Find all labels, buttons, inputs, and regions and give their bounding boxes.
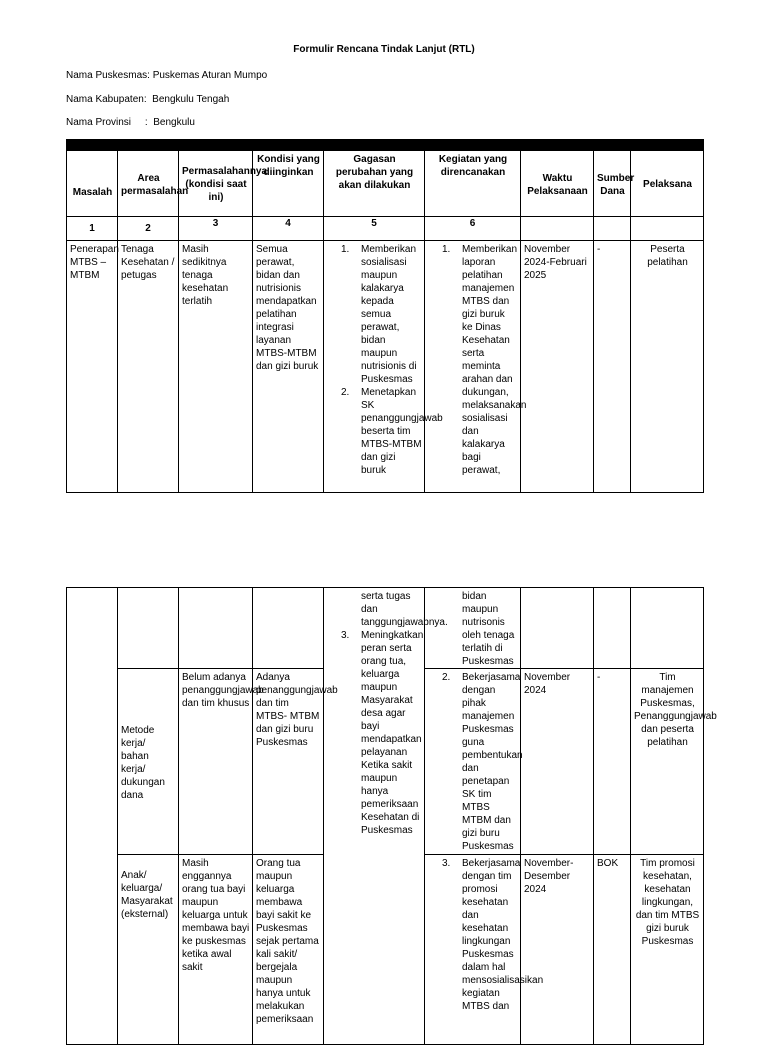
puskesmas-name: Nama Puskesmas: Puskemas Aturan Mumpo: [66, 70, 268, 81]
list-item: 3. Bekerjasama dengan tim promosi kesehatan dan kesehatan lingkungan Puskesmas dalam hal mensosialisasikan kegiatan MTBS dan: [442, 858, 544, 1012]
table-row: [67, 588, 704, 669]
cell-kondisi: Adanya penanggungjawab dan tim MTBS- MTBM dan gizi buru Puskesmas: [253, 669, 324, 855]
list-item: 2. Menetapkan SK penanggungjawab beserta tim MTBS-MTBM dan gizi buruk: [341, 387, 443, 476]
list-item: 1. Memberikan laporan pelatihan manajemen MTBS dan gizi buruk ke Dinas Kesehatan serta meminta arahan dan dukungan, melaksanakan sosialisasi dan kalakarya bagi perawat,: [442, 244, 527, 476]
cell-kondisi: Orang tua maupun keluarga membawa bayi sakit ke Puskesmas sejak pertama kali sakit/ bergejala maupun hanya untuk melakukan pemeriksaan: [253, 855, 324, 1045]
cell-masalah-empty: [67, 588, 118, 1045]
document-title: Formulir Rencana Tindak Lanjut (RTL): [293, 44, 475, 55]
col-number: 3: [179, 217, 253, 241]
header-kondisi: Kondisi yang diinginkan: [253, 151, 324, 217]
list-item: 1. Memberikan sosialisasi maupun kalakarya kepada semua perawat, bidan maupun nutrisionis di Puskesmas: [341, 244, 417, 385]
col-number: 1: [67, 217, 118, 241]
cell-kegiatan: [425, 588, 521, 669]
list-item: 2. Bekerjasama dengan pihak manajemen Puskesmas guna pembentukan dan penetapan SK tim MTBS MTBM dan gizi buru Puskesmas: [442, 672, 523, 852]
kabupaten-name: Nama Kabupaten: Bengkulu Tengah: [66, 94, 230, 105]
list-item: bidan maupun nutrisonis oleh tenaga terlatih di Puskesmas: [462, 591, 515, 667]
col-number: 4: [253, 217, 324, 241]
cell-kegiatan: [425, 855, 544, 1045]
cell-pelaksana: Peserta pelatihan: [631, 241, 704, 493]
header-black-bar: [67, 140, 704, 151]
header-waktu: Waktu Pelaksanaan: [521, 151, 594, 217]
col-number: 5: [324, 217, 425, 241]
provinsi-name: Nama Provinsi : Bengkulu: [66, 117, 195, 128]
number-row: [67, 217, 704, 241]
cell-permasalahan: Masih sedikitnya tenaga kesehatan terlatih: [179, 241, 253, 493]
cell-waktu: November 2024-Februari 2025: [521, 241, 594, 493]
cell-kondisi: Semua perawat, bidan dan nutrisionis mendapatkan pelatihan integrasi layanan MTBS-MTBM dan gizi buruk: [253, 241, 324, 493]
header-masalah: Masalah: [67, 151, 118, 217]
cell-area: Metode kerja/ bahan kerja/ dukungan dana: [118, 669, 179, 855]
cell-sumber: -: [594, 241, 631, 493]
header-kegiatan: Kegiatan yang direncanakan: [425, 151, 521, 217]
table-row: [67, 241, 704, 493]
cell-pelaksana: Tim promosi kesehatan, kesehatan lingkungan, dan tim MTBS gizi buruk Puskesmas: [631, 855, 704, 1045]
cell-waktu: November 2024: [521, 669, 594, 855]
cell-gagasan: [324, 241, 443, 493]
header-gagasan: Gagasan perubahan yang akan dilakukan: [324, 151, 425, 217]
cell-area: Tenaga Kesehatan / petugas: [118, 241, 179, 493]
header-sumber: Sumber Dana: [594, 151, 631, 217]
rtl-table-page-2: [66, 587, 717, 1045]
cell-waktu: November-Desember 2024: [521, 855, 594, 1045]
cell-kegiatan: [425, 669, 521, 855]
cell-permasalahan: Masih enggannya orang tua bayi maupun keluarga untuk membawa bayi ke puskesmas ketika awal sakit: [179, 855, 253, 1045]
col-number: 2: [118, 217, 179, 241]
list-item: serta tugas dan tanggungjawabnya.: [361, 591, 448, 628]
header-area: Area permasalahan: [118, 151, 179, 217]
cell-gagasan: [324, 588, 448, 1045]
header-row: [67, 151, 704, 217]
cell-masalah: Penerapan MTBS – MTBM: [67, 241, 118, 493]
list-item: 3. Meningkatkan peran serta orang tua, keluarga maupun Masyarakat desa agar bayi mendapatkan pelayanan Ketika sakit maupun hanya pemeriksaan Kesehatan di Puskesmas: [341, 630, 424, 836]
col-number: 6: [425, 217, 521, 241]
header-permasalahan: Permasalahannya (kondisi saat ini): [179, 151, 253, 217]
cell-area: Anak/ keluarga/ Masyarakat (eksternal): [118, 855, 179, 1045]
rtl-table-page-1: [66, 139, 704, 493]
cell-sumber: BOK: [594, 855, 631, 1045]
header-pelaksana: Pelaksana: [631, 151, 704, 217]
cell-permasalahan: Belum adanya penanggungjawab dan tim khusus: [179, 669, 253, 855]
cell-kegiatan: [425, 241, 527, 493]
cell-sumber: -: [594, 669, 631, 855]
cell-pelaksana: Tim manajemen Puskesmas, Penanggungjawab dan peserta pelatihan: [631, 669, 704, 855]
